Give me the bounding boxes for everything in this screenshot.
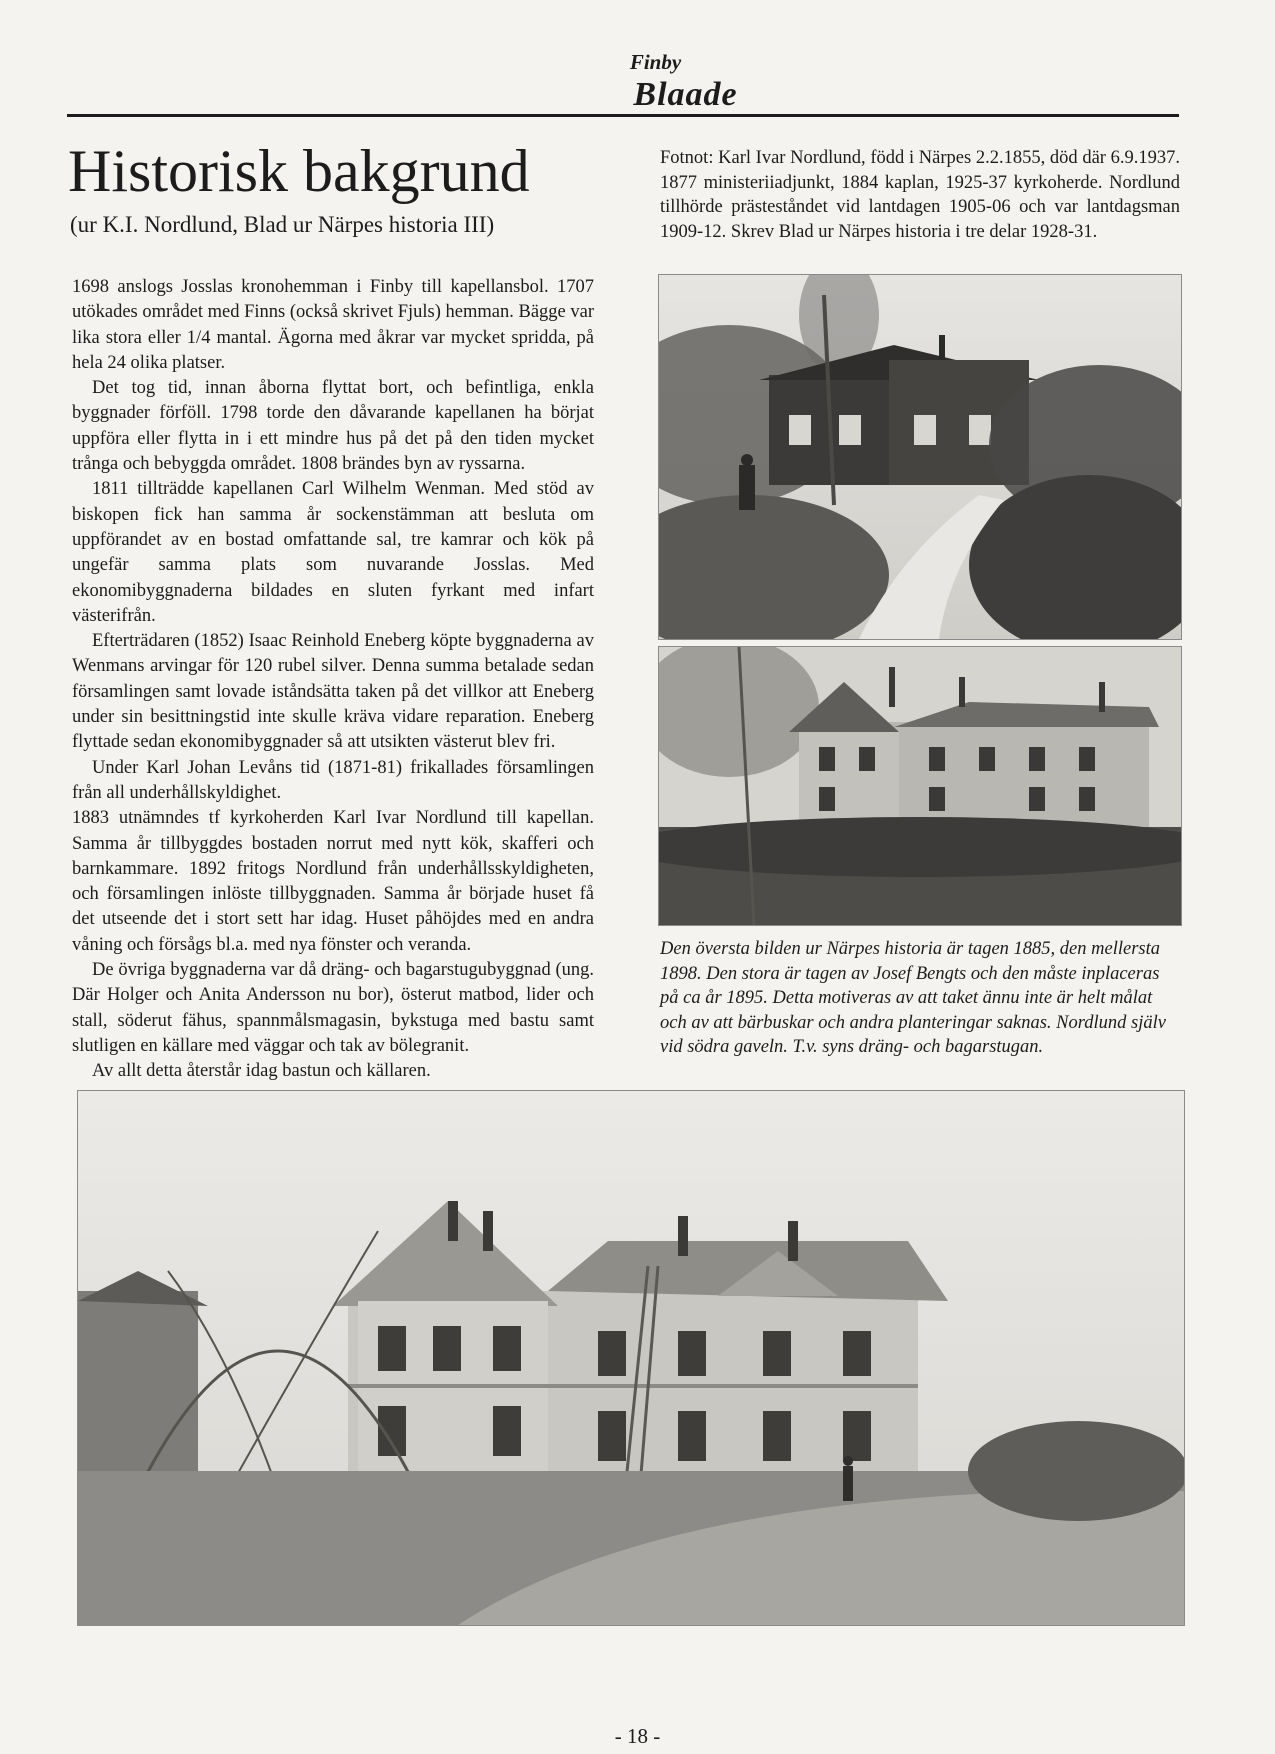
page-number: - 18 - [614,1724,661,1748]
paragraph: 1883 utnämndes tf kyrkoherden Karl Ivar Nordlund till kapellan. Samma år tillbyggdes bostaden norrut med nytt kök, skafferi och barnkammare. 1892 fritogs Nordlund från underhållsskyldigheten, och församlingen inlöste tillbyggnaden. Samma år började huset få det utseende det i stort sett har idag. Huset påhöjdes med en andra våning och försågs bl.a. med nya fönster och veranda. [72,808,594,955]
masthead-finby: Finby [629,50,682,74]
photo-caption: Den översta bilden ur Närpes historia är tagen 1885, den mellersta 1898. Den stora är tagen av Josef Bengts och den måste inplaceras på ca år 1895. Detta motiveras av att taket ännu inte är helt målat och av att bärbuskar och andra planteringar saknas. Nordlund själv vid södra gaveln. T.v. syns dräng- och bagarstugan. [660,939,1166,1057]
article-subtitle: (ur K.I. Nordlund, Blad ur Närpes historia III) [70,212,495,237]
footnote: Fotnot: Karl Ivar Nordlund, född i Närpes 2.2.1855, död där 6.9.1937. 1877 ministeriiadjunkt, 1884 kaplan, 1925-37 kyrkoherde. Nordlund tillhörde prästeståndet vid lantdagen 1905-06 och var lantdagsman 1909-12. Skrev Blad ur Närpes historia i tre delar 1928-31. [660,148,1180,242]
photo-house-1898-image [659,647,1181,925]
paragraph: Av allt detta återstår idag bastun och källaren. [92,1061,431,1082]
paragraph: Under Karl Johan Levåns tid (1871-81) frikallades församlingen från all underhållskyldighet. [72,757,594,803]
paragraph: Efterträdaren (1852) Isaac Reinhold Eneberg köpte byggnaderna av Wenmans arvingar för 120 rubel silver. Denna summa betalade sedan församlingen samt lovade iståndsätta taken på det villkor att Eneberg under sin besittningstid inte skulle kräva vidare reparation. Eneberg flyttade sedan ekonomibyggnader så att utsikten västerut blev fri. [72,631,594,753]
paragraph: 1811 tillträdde kapellanen Carl Wilhelm Wenman. Med stöd av biskopen fick han samma år sockenstämman att besluta om uppförandet av en bostad omfattande sal, tre kamrar och kök på ungefär samma plats som nuvarande Josslas. Med ekonomibyggnaderna bildades en sluten fyrkant med infart västerifrån. [72,479,594,626]
photo-red-house-1885 [658,274,1182,640]
masthead-blaade: Blaade [633,76,738,113]
paragraph: 1698 anslogs Josslas kronohemman i Finby till kapellansbol. 1707 utökades området med Finns (också skrivet Fjuls) hemman. Bägge var lika stora eller 1/4 mantal. Ägorna med åkrar var mycket spridda, på hela 24 olika platser. [72,277,595,373]
article-body [72,275,594,1085]
photo-red-house-image [659,275,1181,639]
article-title: Historisk bakgrund [68,138,530,204]
photo-house-1898 [658,646,1182,926]
paragraph: De övriga byggnaderna var då dräng- och bagarstugubyggnad (ung. Där Holger och Anita Andersson nu bor), österut matbod, lider och stall, söderut fähus, spannmålsmagasin, bykstuga med bastu samt slutligen en källare med väggar och tak av bölegranit. [72,960,594,1056]
header-rule [67,114,1179,117]
photo-house-1895-image [78,1091,1184,1625]
photo-house-1895 [77,1090,1185,1626]
paragraph: Det tog tid, innan åborna flyttat bort, och befintliga, enkla byggnader förföll. 1798 torde den dåvarande kapellanen ha börjat uppföra eller flytta in i ett mindre hus på det på den tiden mycket trånga och bebyggda området. 1808 brändes byn av ryssarna. [72,378,594,475]
